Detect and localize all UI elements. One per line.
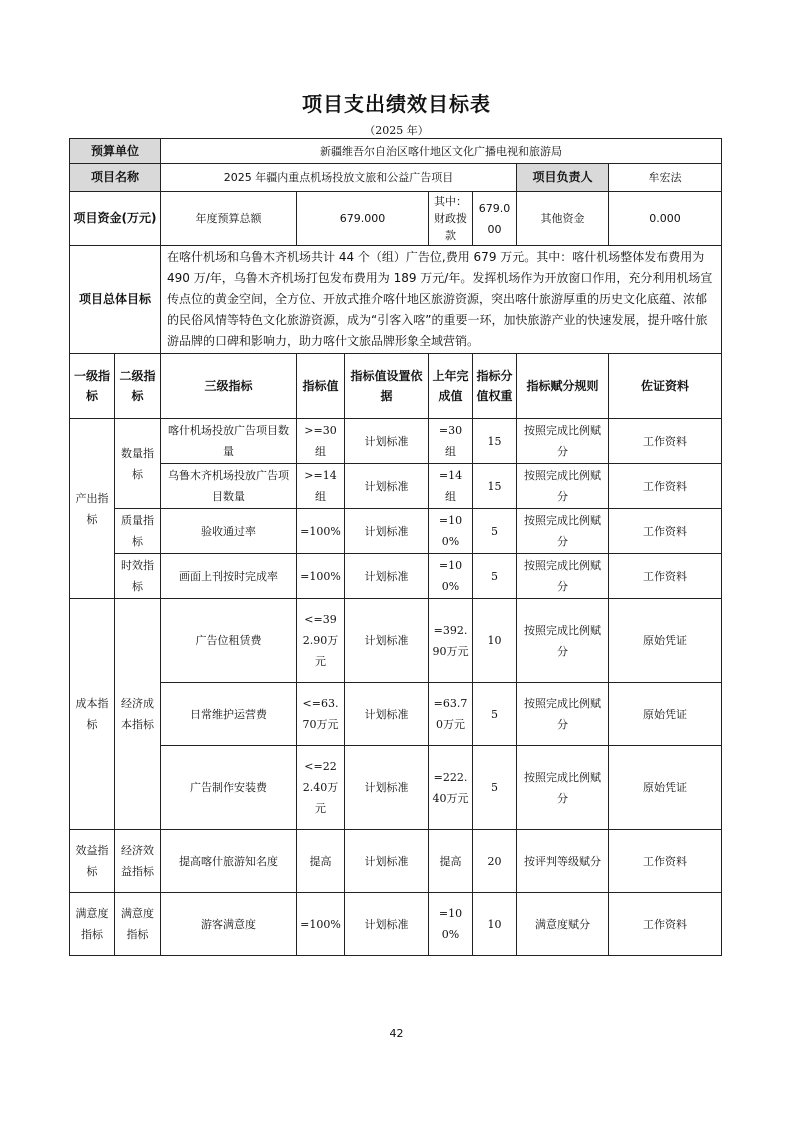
funding-label: 项目资金(万元) bbox=[70, 192, 161, 246]
subgroup-timeliness: 时效指标 bbox=[115, 554, 161, 599]
indicator-weight: 5 bbox=[473, 509, 517, 554]
indicator-name: 广告位租赁费 bbox=[161, 599, 297, 683]
indicator-weight: 5 bbox=[473, 554, 517, 599]
project-name-row bbox=[70, 164, 722, 192]
goal-text: 在喀什机场和乌鲁木齐机场共计 44 个（组）广告位,费用 679 万元。其中：喀什机场整体发布费用为 490 万/年，乌鲁木齐机场打包发布费用为 189 万元/年。发挥机场作为开放窗口作用，充分利用机场宣传点位的黄金空间，全方位、开放式推介喀什地区旅游资源，突出喀什旅游厚重的历史文化底蕴、浓郁的民俗风情等特色文化旅游资源，成为“引客入喀”的重要一环，加快旅游产业的快速发展，提升喀什旅游品牌的口碑和影响力，助力喀什文旅品牌形象全域营销。 bbox=[161, 246, 722, 354]
table-row bbox=[70, 746, 722, 830]
indicator-weight: 20 bbox=[473, 830, 517, 893]
header-level1: 一级指标 bbox=[70, 354, 115, 419]
indicator-value: <=222.40万元 bbox=[297, 746, 345, 830]
table-row bbox=[70, 554, 722, 599]
header-value: 指标值 bbox=[297, 354, 345, 419]
indicator-value: <=63.70万元 bbox=[297, 683, 345, 746]
table-row bbox=[70, 893, 722, 956]
indicator-value: >=30 组 bbox=[297, 419, 345, 464]
indicator-basis: 计划标准 bbox=[345, 509, 429, 554]
subgroup-quantity: 数量指标 bbox=[115, 419, 161, 509]
indicator-weight: 15 bbox=[473, 464, 517, 509]
indicator-name: 乌鲁木齐机场投放广告项目数量 bbox=[161, 464, 297, 509]
indicator-evidence: 工作资料 bbox=[609, 464, 722, 509]
table-row bbox=[70, 464, 722, 509]
indicator-basis: 计划标准 bbox=[345, 683, 429, 746]
year-label: （2025 年） bbox=[364, 124, 429, 137]
table-row bbox=[70, 509, 722, 554]
indicator-rule: 按评判等级赋分 bbox=[517, 830, 609, 893]
group-cost: 成本指标 bbox=[70, 599, 115, 830]
header-evidence: 佐证资料 bbox=[609, 354, 722, 419]
indicator-evidence: 原始凭证 bbox=[609, 599, 722, 683]
table-row bbox=[70, 683, 722, 746]
indicator-evidence: 原始凭证 bbox=[609, 746, 722, 830]
indicator-weight: 10 bbox=[473, 599, 517, 683]
indicator-last-year: =100% bbox=[429, 554, 473, 599]
goal-label: 项目总体目标 bbox=[70, 246, 161, 354]
indicator-rule: 按照完成比例赋分 bbox=[517, 554, 609, 599]
header-level2: 二级指标 bbox=[115, 354, 161, 419]
indicator-name: 日常维护运营费 bbox=[161, 683, 297, 746]
indicator-rule: 满意度赋分 bbox=[517, 893, 609, 956]
indicator-basis: 计划标准 bbox=[345, 599, 429, 683]
header-rule: 指标赋分规则 bbox=[517, 354, 609, 419]
indicator-basis: 计划标准 bbox=[345, 464, 429, 509]
budget-total-value: 679.000 bbox=[297, 192, 429, 246]
table-row bbox=[70, 419, 722, 464]
indicator-name: 喀什机场投放广告项目数量 bbox=[161, 419, 297, 464]
budget-unit-row bbox=[70, 139, 722, 164]
project-name-value: 2025 年疆内重点机场投放文旅和公益广告项目 bbox=[161, 164, 517, 192]
indicator-evidence: 工作资料 bbox=[609, 554, 722, 599]
indicator-value: =100% bbox=[297, 554, 345, 599]
indicator-evidence: 工作资料 bbox=[609, 509, 722, 554]
project-name-label: 项目名称 bbox=[70, 164, 161, 192]
indicator-rule: 按照完成比例赋分 bbox=[517, 746, 609, 830]
indicator-basis: 计划标准 bbox=[345, 830, 429, 893]
indicator-value: >=14 组 bbox=[297, 464, 345, 509]
page-title: 项目支出绩效目标表 bbox=[302, 92, 491, 116]
indicator-weight: 5 bbox=[473, 746, 517, 830]
indicator-name: 广告制作安装费 bbox=[161, 746, 297, 830]
indicator-rule: 按照完成比例赋分 bbox=[517, 464, 609, 509]
fiscal-label: 其中：财政拨款 bbox=[429, 192, 473, 246]
budget-unit-value: 新疆维吾尔自治区喀什地区文化广播电视和旅游局 bbox=[161, 139, 722, 164]
indicator-last-year: =100% bbox=[429, 509, 473, 554]
indicator-weight: 15 bbox=[473, 419, 517, 464]
performance-target-table bbox=[69, 138, 722, 956]
group-satisfaction: 满意度指标 bbox=[70, 893, 115, 956]
page-number: 42 bbox=[389, 1027, 404, 1040]
indicator-basis: 计划标准 bbox=[345, 419, 429, 464]
other-funds-value: 0.000 bbox=[609, 192, 722, 246]
indicator-value: =100% bbox=[297, 893, 345, 956]
indicator-weight: 10 bbox=[473, 893, 517, 956]
indicator-evidence: 原始凭证 bbox=[609, 683, 722, 746]
indicator-name: 验收通过率 bbox=[161, 509, 297, 554]
header-basis: 指标值设置依据 bbox=[345, 354, 429, 419]
indicator-basis: 计划标准 bbox=[345, 893, 429, 956]
indicator-evidence: 工作资料 bbox=[609, 893, 722, 956]
indicator-value: <=392.90万元 bbox=[297, 599, 345, 683]
indicator-rule: 按照完成比例赋分 bbox=[517, 683, 609, 746]
indicator-rule: 按照完成比例赋分 bbox=[517, 509, 609, 554]
indicator-name: 游客满意度 bbox=[161, 893, 297, 956]
indicator-value: =100% bbox=[297, 509, 345, 554]
subgroup-quality: 质量指标 bbox=[115, 509, 161, 554]
indicator-basis: 计划标准 bbox=[345, 746, 429, 830]
other-funds-label: 其他资金 bbox=[517, 192, 609, 246]
indicator-header-row bbox=[70, 354, 722, 419]
indicator-evidence: 工作资料 bbox=[609, 419, 722, 464]
group-benefit: 效益指标 bbox=[70, 830, 115, 893]
project-owner-label: 项目负责人 bbox=[517, 164, 609, 192]
indicator-value: 提高 bbox=[297, 830, 345, 893]
funding-row bbox=[70, 192, 722, 246]
indicator-evidence: 工作资料 bbox=[609, 830, 722, 893]
budget-total-label: 年度预算总额 bbox=[161, 192, 297, 246]
indicator-rule: 按照完成比例赋分 bbox=[517, 599, 609, 683]
indicator-rule: 按照完成比例赋分 bbox=[517, 419, 609, 464]
indicator-last-year: =392.90万元 bbox=[429, 599, 473, 683]
subgroup-econ-benefit: 经济效益指标 bbox=[115, 830, 161, 893]
header-level3: 三级指标 bbox=[161, 354, 297, 419]
subgroup-econ-cost: 经济成本指标 bbox=[115, 599, 161, 830]
indicator-last-year: 提高 bbox=[429, 830, 473, 893]
indicator-basis: 计划标准 bbox=[345, 554, 429, 599]
indicator-last-year: =222.40万元 bbox=[429, 746, 473, 830]
indicator-last-year: =14 组 bbox=[429, 464, 473, 509]
table-row bbox=[70, 599, 722, 683]
budget-unit-label: 预算单位 bbox=[70, 139, 161, 164]
indicator-weight: 5 bbox=[473, 683, 517, 746]
subgroup-satisfaction: 满意度指标 bbox=[115, 893, 161, 956]
indicator-name: 画面上刊按时完成率 bbox=[161, 554, 297, 599]
header-weight: 指标分值权重 bbox=[473, 354, 517, 419]
indicator-name: 提高喀什旅游知名度 bbox=[161, 830, 297, 893]
group-output: 产出指标 bbox=[70, 419, 115, 599]
goal-row bbox=[70, 246, 722, 354]
header-last-year: 上年完成值 bbox=[429, 354, 473, 419]
indicator-last-year: =100% bbox=[429, 893, 473, 956]
indicator-last-year: =63.70万元 bbox=[429, 683, 473, 746]
table-row bbox=[70, 830, 722, 893]
indicator-last-year: =30 组 bbox=[429, 419, 473, 464]
fiscal-value: 679.000 bbox=[473, 192, 517, 246]
project-owner-value: 牟宏法 bbox=[609, 164, 722, 192]
